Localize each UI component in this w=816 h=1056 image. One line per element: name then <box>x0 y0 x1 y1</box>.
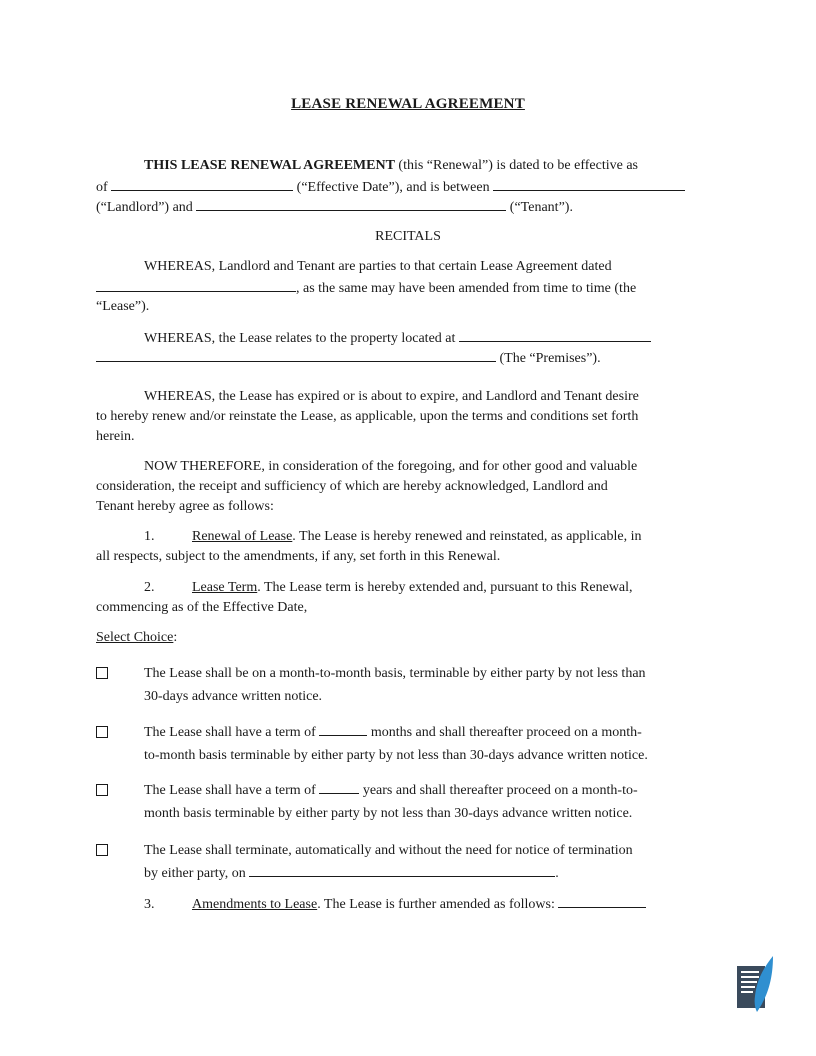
intro-line1-text: (this “Renewal”) is dated to be effective as <box>394 158 638 173</box>
select-choice-colon: : <box>173 630 178 645</box>
select-choice-text: Select Choice <box>96 630 174 645</box>
lease-date-blank[interactable] <box>96 277 296 292</box>
intro-line3-a: (“Landlord”) and <box>96 200 197 215</box>
intro-line3-b: (“Tenant”). <box>506 200 573 215</box>
whereas-2-line1: WHEREAS, the Lease relates to the property located at <box>144 331 459 346</box>
section-3-number: 3. <box>144 897 155 912</box>
choice-4-line2-b: . <box>555 866 559 881</box>
intro-line2-b: (“Effective Date”), and is between <box>293 180 494 195</box>
choice-1-line2: 30-days advance written notice. <box>144 689 323 704</box>
choice-4-line2-a: by either party, on <box>144 866 250 881</box>
landlord-name-blank[interactable] <box>493 176 685 191</box>
section-1-paragraph <box>96 527 720 567</box>
term-months-blank[interactable] <box>319 721 367 736</box>
section-2-heading: Lease Term <box>192 580 258 595</box>
now-therefore-paragraph <box>96 457 720 517</box>
intro-bold-lead: THIS LEASE RENEWAL AGREEMENT <box>144 158 395 173</box>
section-3-heading: Amendments to Lease <box>192 897 318 912</box>
choice-2-line1-a: The Lease shall have a term of <box>144 725 320 740</box>
section-2-paragraph <box>96 578 720 618</box>
property-address-blank-2[interactable] <box>96 347 496 362</box>
whereas-1-line1: WHEREAS, Landlord and Tenant are parties to that certain Lease Agreement dated <box>144 259 612 274</box>
now-therefore-line1: NOW THEREFORE, in consideration of the foregoing, and for other good and valuable <box>144 459 638 474</box>
choice-2-line2: to-month basis terminable by either party by not less than 30-days advance written notice. <box>144 748 648 763</box>
document-title: LEASE RENEWAL AGREEMENT <box>291 96 525 112</box>
intro-line2-a: of <box>96 180 112 195</box>
whereas-2-paragraph <box>96 327 720 367</box>
section-1-line2: all respects, subject to the amendments, if any, set forth in this Renewal. <box>96 549 501 564</box>
whereas-1-line2: , as the same may have been amended from time to time (the <box>296 281 637 296</box>
whereas-1-line3: “Lease”). <box>96 299 150 314</box>
section-2-line2: commencing as of the Effective Date, <box>96 600 308 615</box>
section-3-paragraph <box>96 893 720 913</box>
whereas-1-paragraph <box>96 257 720 317</box>
termination-date-blank[interactable] <box>249 862 555 877</box>
choice-1-line1: The Lease shall be on a month-to-month basis, terminable by either party by not less than <box>144 666 646 681</box>
checkbox-icon[interactable] <box>96 844 108 856</box>
section-1-line1: . The Lease is hereby renewed and reinstated, as applicable, in <box>292 529 642 544</box>
intro-paragraph <box>96 156 720 216</box>
choice-2-line1-b: months and shall thereafter proceed on a month- <box>367 725 642 740</box>
section-1-heading: Renewal of Lease <box>192 529 293 544</box>
amendments-blank[interactable] <box>558 893 646 908</box>
now-therefore-line3: Tenant hereby agree as follows: <box>96 499 274 514</box>
effective-date-blank[interactable] <box>111 176 293 191</box>
whereas-2-line2: (The “Premises”). <box>496 351 601 366</box>
term-years-blank[interactable] <box>319 779 359 794</box>
section-1-number: 1. <box>144 529 155 544</box>
whereas-3-line1: WHEREAS, the Lease has expired or is about to expire, and Landlord and Tenant desire <box>144 389 639 404</box>
choice-3-line1-b: years and shall thereafter proceed on a month-to- <box>359 783 638 798</box>
choice-3-line1-a: The Lease shall have a term of <box>144 783 320 798</box>
checkbox-icon[interactable] <box>96 667 108 679</box>
section-2-number: 2. <box>144 580 155 595</box>
checkbox-icon[interactable] <box>96 784 108 796</box>
whereas-3-line2: to hereby renew and/or reinstate the Lease, as applicable, upon the terms and conditions set forth <box>96 409 639 424</box>
document-feather-logo-icon <box>735 956 775 1012</box>
choice-3-line2: month basis terminable by either party by not less than 30-days advance written notice. <box>144 806 633 821</box>
section-2-line1: . The Lease term is hereby extended and, pursuant to this Renewal, <box>257 580 633 595</box>
choice-4-line1: The Lease shall terminate, automatically and without the need for notice of termination <box>144 843 633 858</box>
section-3-text: . The Lease is further amended as follows: <box>317 897 559 912</box>
checkbox-icon[interactable] <box>96 726 108 738</box>
whereas-3-paragraph <box>96 387 720 447</box>
select-choice-label <box>96 628 720 648</box>
whereas-3-line3: herein. <box>96 429 135 444</box>
tenant-name-blank[interactable] <box>196 196 506 211</box>
now-therefore-line2: consideration, the receipt and sufficiency of which are hereby acknowledged, Landlord and <box>96 479 608 494</box>
recitals-heading: RECITALS <box>375 229 441 244</box>
property-address-blank-1[interactable] <box>459 327 651 342</box>
